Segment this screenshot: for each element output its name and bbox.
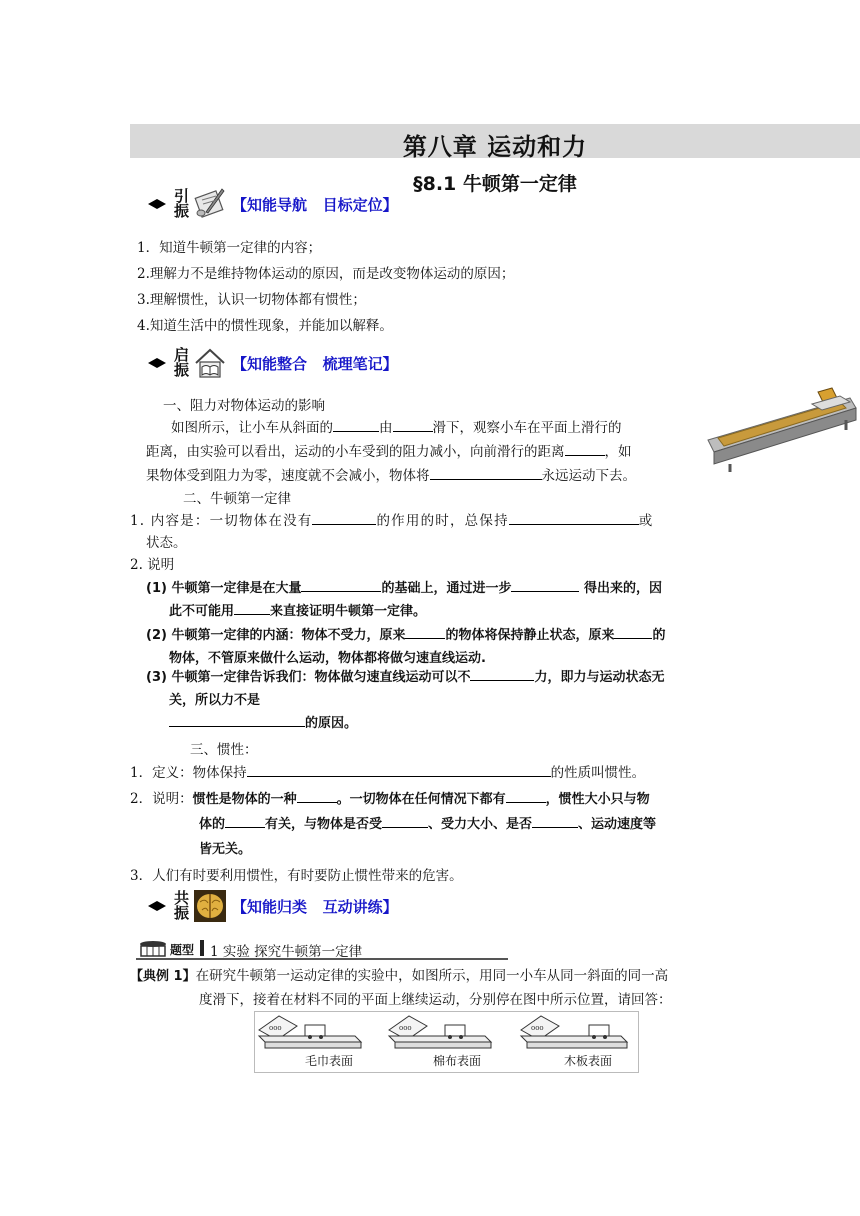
text: 得出来的，因 [579,581,663,596]
text: (2) 牛顿第一定律的内涵：物体不受力，原来 [146,628,406,643]
text: 的物体将保持静止状态，原来 [445,628,615,643]
text: 力，即力与运动状态无 [534,670,665,685]
part2-content-line2: 状态。 [146,535,187,551]
text: 、运动速度等 [578,817,657,832]
blank [393,419,433,432]
part2-note3-line3 [169,712,357,731]
blank [614,626,652,639]
part3-note-line2 [199,813,656,832]
blank [247,764,551,777]
topic-divider [200,940,204,956]
part3-note-line1 [130,787,650,807]
text: 、受力大小、是否 [428,817,533,832]
svg-text:ooo: ooo [269,1024,282,1032]
topic-badge-label: 题型 [170,943,195,957]
text: 的作用的时，总保持 [376,513,509,529]
text: 在研究牛顿第一运动定律的实验中，如图所示，用同一小车从同一斜面的同一高 [195,968,669,984]
header-label: 【知能归类 互动讲练】 [232,897,398,916]
svg-text:ooo: ooo [399,1024,412,1032]
diamond-arrow-icon [148,357,170,369]
topic-badge-icon [136,940,170,958]
text: 体的 [199,817,226,832]
text: ，如 [604,444,632,460]
diamond-arrow-icon [148,198,170,210]
goal-item: 1．知道牛顿第一定律的内容； [137,240,322,256]
part1-line3 [146,464,636,484]
part2-note2-line2: 物体，不管原来做什么运动，物体都将做匀速直线运动. [169,651,486,666]
part2-note2-line1 [146,624,666,643]
surface-experiment-figure [254,1011,639,1073]
blank [225,815,265,828]
text: 距离，由实验可以看出，运动的小车受到的阻力减小，向前滑行的距离 [146,444,565,460]
part2-note3-line1 [146,666,664,685]
text: 惯性是物体的一种 [192,792,297,807]
part2-content-line1 [130,509,654,529]
part1-line1 [171,416,622,436]
goal-item: 2.理解力不是维持物体运动的原因，而是改变物体运动的原因； [137,266,515,282]
blank [169,714,305,727]
part2-note1-line2 [169,600,426,619]
house-book-icon [192,345,228,381]
header-guide [148,184,398,224]
text: 的性质叫惯性。 [550,765,646,781]
header-char: 启 [173,346,189,364]
blank [506,790,546,803]
text: 由 [379,420,393,436]
example-line1 [130,964,668,984]
text: 1．定义：物体保持 [130,765,247,781]
text: 的原因。 [305,716,358,731]
header-label: 【知能导航 目标定位】 [232,195,398,214]
blank [532,815,578,828]
text: 的 [652,628,666,643]
figure-caption-cotton: 棉布表面 [433,1054,482,1068]
header-notes [148,343,398,383]
brain-icon [192,888,228,924]
text: 永远运动下去。 [541,468,636,484]
header-vertical-chars [173,891,190,921]
scroll-quill-icon [192,186,228,222]
text: ，惯性大小只与物 [545,792,650,807]
blank [509,512,639,525]
blank [312,512,376,525]
text: 来直接证明牛顿第一定律。 [270,604,427,619]
figure-caption-wood: 木板表面 [564,1054,613,1068]
part3-def [130,761,645,781]
topic-bar [136,938,508,960]
text: (3) 牛顿第一定律告诉我们：物体做匀速直线运动可以不 [146,670,471,685]
header-char: 振 [173,904,189,922]
blank [565,443,605,456]
text: 果物体受到阻力为零，速度就不会减小，物体将 [146,468,430,484]
part3-note-line3: 皆无关。 [199,842,252,857]
blank [511,579,579,592]
blank [430,467,542,480]
part3-title: 三、惯性： [190,742,258,758]
diamond-arrow-icon [148,900,170,912]
blank [382,815,428,828]
part3-item3: 3．人们有时要利用惯性，有时要防止惯性带来的危害。 [130,868,463,884]
text: 如图所示，让小车从斜面的 [171,420,333,436]
blank [470,668,534,681]
text: 有关，与物体是否受 [265,817,383,832]
text: 滑下，观察小车在平面上滑行的 [432,420,622,436]
chapter-title: 第八章 运动和力 [402,133,588,161]
text: (1) 牛顿第一定律是在大量 [146,581,302,596]
blank [301,579,381,592]
part1-title: 一、阻力对物体运动的影响 [163,398,325,414]
section-title: §8.1 牛顿第一定律 [413,173,577,195]
text: 2．说明： [130,791,193,807]
blank [405,626,445,639]
part2-note1-line1 [146,577,662,596]
header-char: 振 [173,202,189,220]
example-label: 【典例 1】 [130,969,196,984]
blank [297,790,337,803]
header-char: 振 [173,361,189,379]
ramp-experiment-image [700,380,860,475]
header-label: 【知能整合 梳理笔记】 [232,354,398,373]
figure-caption-towel: 毛巾表面 [305,1054,354,1068]
text: 。一切物体在任何情况下都有 [336,792,506,807]
blank [234,602,270,615]
header-vertical-chars [173,348,190,378]
part2-title: 二、牛顿第一定律 [183,491,291,507]
goal-item: 3.理解惯性，认识一切物体都有惯性； [137,292,366,308]
part1-line2 [146,440,632,460]
svg-text:ooo: ooo [531,1024,544,1032]
text: 或 [638,513,654,529]
part2-note-heading: 2. 说明 [130,557,175,573]
goal-item: 4.知道生活中的惯性现象，并能加以解释。 [137,318,393,334]
text: 1. 内容是：一切物体在没有 [130,513,313,529]
text: 此不可能用 [169,604,235,619]
header-practice [148,886,398,926]
blank [333,419,379,432]
header-char: 共 [173,889,189,907]
part2-note3-line2: 关，所以力不是 [169,693,261,708]
header-char: 引 [173,187,189,205]
header-vertical-chars [173,189,190,219]
example-line2: 度滑下，接着在材料不同的平面上继续运动，分别停在图中所示位置，请回答： [199,992,672,1008]
text: 的基础上，通过进一步 [381,581,512,596]
topic-text: 1 实验 探究牛顿第一定律 [210,944,363,960]
